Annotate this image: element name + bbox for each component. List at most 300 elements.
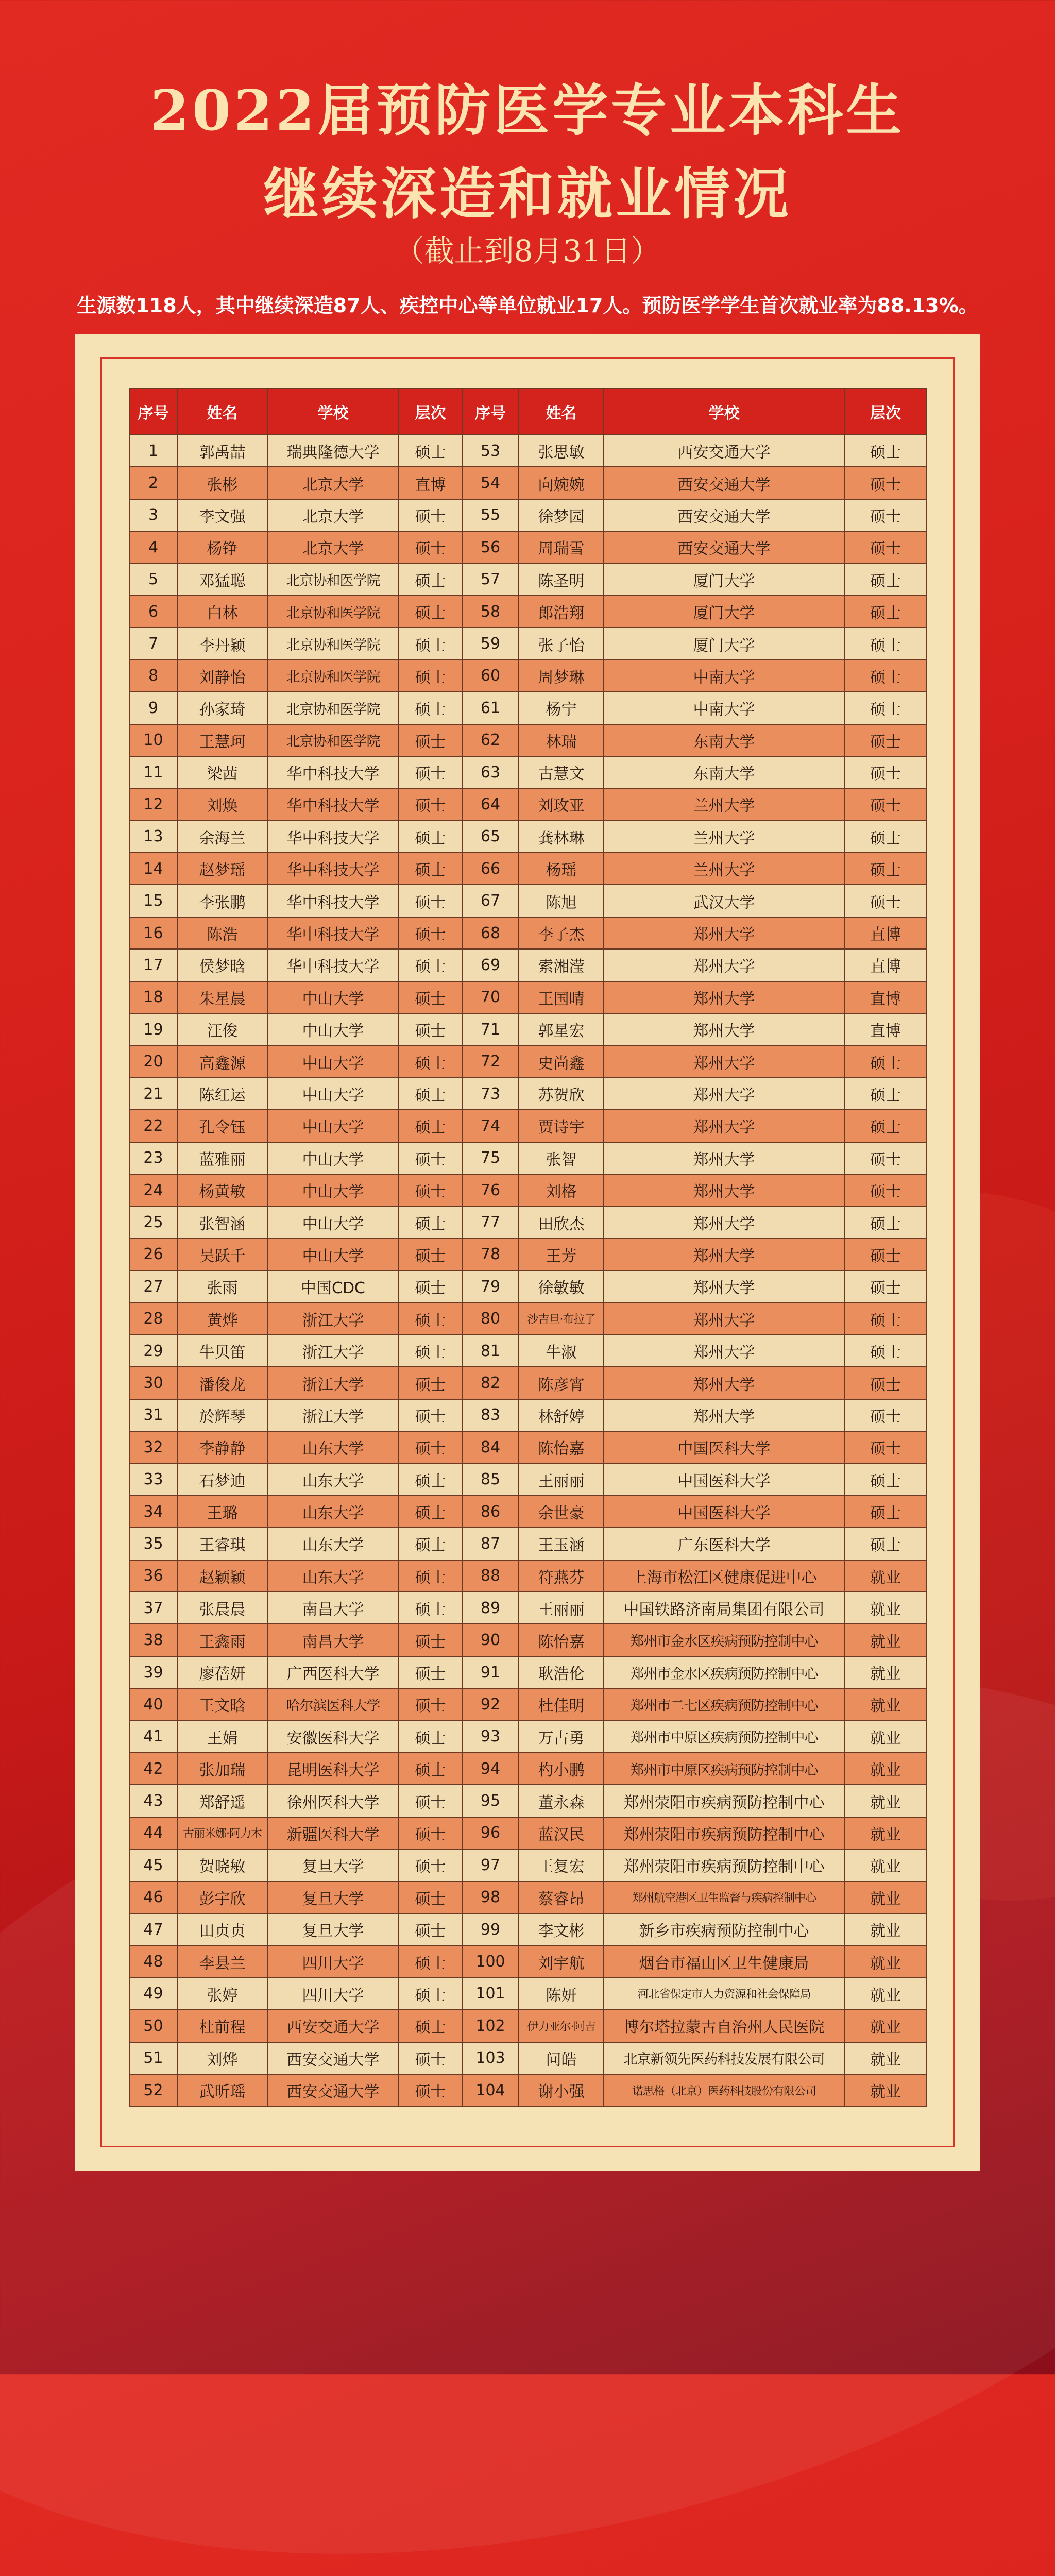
id-cell: 68 (462, 917, 519, 949)
id-cell: 67 (462, 885, 519, 917)
name-cell: 黄烨 (177, 1303, 267, 1335)
school-cell: 东南大学 (604, 724, 844, 756)
name-cell: 孔令钰 (177, 1110, 267, 1142)
id-cell: 60 (462, 660, 519, 692)
degree-cell: 硕士 (399, 2010, 462, 2042)
school-cell: 郑州大学 (604, 1045, 844, 1077)
table-row (129, 821, 927, 853)
name-cell: 李文彬 (519, 1913, 604, 1945)
degree-cell: 硕士 (844, 788, 927, 820)
degree-cell: 硕士 (399, 1785, 462, 1817)
header-cell: 姓名 (519, 388, 604, 435)
name-cell: 武昕瑶 (177, 2074, 267, 2106)
table-row (129, 1303, 927, 1335)
name-cell: 李县兰 (177, 1945, 267, 1977)
degree-cell: 就业 (844, 1849, 927, 1881)
school-cell: 广东医科大学 (604, 1528, 844, 1560)
name-cell: 赵颖颖 (177, 1560, 267, 1592)
school-cell: 兰州大学 (604, 788, 844, 820)
name-cell: 刘宇航 (519, 1945, 604, 1977)
degree-cell: 硕士 (399, 2042, 462, 2074)
degree-cell: 硕士 (399, 1721, 462, 1753)
name-cell: 林舒婷 (519, 1399, 604, 1431)
table-body (129, 435, 927, 2106)
school-cell: 中山大学 (267, 1013, 399, 1045)
school-cell: 郑州大学 (604, 1110, 844, 1142)
header-cell: 序号 (462, 388, 519, 435)
name-cell: 杜前程 (177, 2010, 267, 2042)
school-cell: 中山大学 (267, 1045, 399, 1077)
id-cell: 93 (462, 1721, 519, 1753)
id-cell: 37 (129, 1592, 177, 1624)
degree-cell: 硕士 (844, 1174, 927, 1206)
school-cell: 河北省保定市人力资源和社会保障局 (604, 1978, 844, 2010)
degree-cell: 直博 (844, 949, 927, 981)
degree-cell: 硕士 (844, 821, 927, 853)
school-cell: 山东大学 (267, 1528, 399, 1560)
name-cell: 陈红运 (177, 1078, 267, 1110)
table-row (129, 1078, 927, 1110)
id-cell: 24 (129, 1174, 177, 1206)
school-cell: 山东大学 (267, 1464, 399, 1496)
degree-cell: 硕士 (399, 724, 462, 756)
name-cell: 王睿琪 (177, 1528, 267, 1560)
school-cell: 郑州大学 (604, 1174, 844, 1206)
school-cell: 郑州大学 (604, 1013, 844, 1045)
degree-cell: 就业 (844, 1592, 927, 1624)
date-note: （截止到8月31日） (394, 233, 661, 268)
name-cell: 李子杰 (519, 917, 604, 949)
id-cell: 100 (462, 1945, 519, 1977)
id-cell: 81 (462, 1335, 519, 1367)
school-cell: 中山大学 (267, 1078, 399, 1110)
school-cell: 郑州大学 (604, 1367, 844, 1399)
table-row (129, 724, 927, 756)
degree-cell: 硕士 (399, 596, 462, 628)
name-cell: 郑舒遥 (177, 1785, 267, 1817)
degree-cell: 就业 (844, 2074, 927, 2106)
name-cell: 王丽丽 (519, 1464, 604, 1496)
id-cell: 39 (129, 1656, 177, 1688)
school-cell: 北京大学 (267, 499, 399, 531)
school-cell: 郑州大学 (604, 1270, 844, 1302)
header-cell: 层次 (399, 388, 462, 435)
name-cell: 陈圣明 (519, 564, 604, 596)
id-cell: 62 (462, 724, 519, 756)
school-cell: 郑州荥阳市疾病预防控制中心 (604, 1817, 844, 1849)
id-cell: 89 (462, 1592, 519, 1624)
degree-cell: 硕士 (844, 1142, 927, 1174)
degree-cell: 硕士 (844, 1399, 927, 1431)
name-cell: 问皓 (519, 2042, 604, 2074)
name-cell: 龚林琳 (519, 821, 604, 853)
name-cell: 刘玫亚 (519, 788, 604, 820)
id-cell: 18 (129, 981, 177, 1013)
table-row (129, 1913, 927, 1945)
header-cell: 学校 (604, 388, 844, 435)
id-cell: 46 (129, 1882, 177, 1913)
school-cell: 华中科技大学 (267, 885, 399, 917)
name-cell: 耿浩伦 (519, 1656, 604, 1688)
name-cell: 张子怡 (519, 628, 604, 659)
school-cell: 北京大学 (267, 531, 399, 563)
degree-cell: 硕士 (844, 1270, 927, 1302)
degree-cell: 硕士 (399, 788, 462, 820)
id-cell: 35 (129, 1528, 177, 1560)
school-cell: 中国铁路济南局集团有限公司 (604, 1592, 844, 1624)
id-cell: 34 (129, 1496, 177, 1528)
school-cell: 浙江大学 (267, 1399, 399, 1431)
degree-cell: 硕士 (399, 885, 462, 917)
id-cell: 85 (462, 1464, 519, 1496)
table-row (129, 1174, 927, 1206)
school-cell: 厦门大学 (604, 628, 844, 659)
name-cell: 汪俊 (177, 1013, 267, 1045)
degree-cell: 硕士 (399, 1592, 462, 1624)
name-cell: 张智涵 (177, 1206, 267, 1238)
table-row (129, 1817, 927, 1849)
school-cell: 郑州大学 (604, 1142, 844, 1174)
name-cell: 王娟 (177, 1721, 267, 1753)
degree-cell: 硕士 (844, 1206, 927, 1238)
header-cell: 姓名 (177, 388, 267, 435)
name-cell: 朱星晨 (177, 981, 267, 1013)
school-cell: 北京协和医学院 (267, 596, 399, 628)
id-cell: 7 (129, 628, 177, 659)
id-cell: 97 (462, 1849, 519, 1881)
id-cell: 2 (129, 467, 177, 499)
school-cell: 浙江大学 (267, 1303, 399, 1335)
name-cell: 蔡睿昂 (519, 1882, 604, 1913)
degree-cell: 硕士 (844, 724, 927, 756)
degree-cell: 就业 (844, 2042, 927, 2074)
table-row (129, 1560, 927, 1592)
school-cell: 厦门大学 (604, 564, 844, 596)
degree-cell: 硕士 (399, 499, 462, 531)
degree-cell: 硕士 (399, 1303, 462, 1335)
school-cell: 北京协和医学院 (267, 660, 399, 692)
name-cell: 徐敏敏 (519, 1270, 604, 1302)
name-cell: 刘焕 (177, 788, 267, 820)
name-cell: 王慧珂 (177, 724, 267, 756)
id-cell: 17 (129, 949, 177, 981)
name-cell: 蓝汉民 (519, 1817, 604, 1849)
id-cell: 23 (129, 1142, 177, 1174)
name-cell: 万占勇 (519, 1721, 604, 1753)
school-cell: 复旦大学 (267, 1913, 399, 1945)
name-cell: 王玉涵 (519, 1528, 604, 1560)
school-cell: 新乡市疾病预防控制中心 (604, 1913, 844, 1945)
degree-cell: 直博 (844, 981, 927, 1013)
degree-cell: 硕士 (399, 1688, 462, 1720)
id-cell: 19 (129, 1013, 177, 1045)
school-cell: 中国医科大学 (604, 1464, 844, 1496)
school-cell: 中山大学 (267, 981, 399, 1013)
page-title-line2: 继续深造和就业情况 (263, 162, 792, 227)
id-cell: 84 (462, 1431, 519, 1463)
name-cell: 王芳 (519, 1239, 604, 1270)
id-cell: 10 (129, 724, 177, 756)
table-row (129, 1464, 927, 1496)
id-cell: 26 (129, 1239, 177, 1270)
school-cell: 瑞典隆德大学 (267, 435, 399, 467)
school-cell: 中山大学 (267, 1142, 399, 1174)
degree-cell: 硕士 (399, 1945, 462, 1977)
id-cell: 30 (129, 1367, 177, 1399)
name-cell: 李张鹏 (177, 885, 267, 917)
degree-cell: 硕士 (399, 1270, 462, 1302)
id-cell: 91 (462, 1656, 519, 1688)
school-cell: 广西医科大学 (267, 1656, 399, 1688)
table-row (129, 1753, 927, 1785)
name-cell: 杨宁 (519, 692, 604, 724)
degree-cell: 硕士 (844, 853, 927, 885)
school-cell: 烟台市福山区卫生健康局 (604, 1945, 844, 1977)
id-cell: 98 (462, 1882, 519, 1913)
school-cell: 华中科技大学 (267, 788, 399, 820)
name-cell: 张思敏 (519, 435, 604, 467)
degree-cell: 就业 (844, 1753, 927, 1785)
degree-cell: 硕士 (399, 2074, 462, 2106)
id-cell: 104 (462, 2074, 519, 2106)
name-cell: 牛淑 (519, 1335, 604, 1367)
school-cell: 中南大学 (604, 692, 844, 724)
name-cell: 杨铮 (177, 531, 267, 563)
school-cell: 复旦大学 (267, 1849, 399, 1881)
degree-cell: 硕士 (844, 596, 927, 628)
id-cell: 32 (129, 1431, 177, 1463)
degree-cell: 硕士 (844, 628, 927, 659)
degree-cell: 直博 (399, 467, 462, 499)
school-cell: 郑州大学 (604, 949, 844, 981)
degree-cell: 硕士 (844, 756, 927, 788)
id-cell: 90 (462, 1624, 519, 1656)
school-cell: 南昌大学 (267, 1624, 399, 1656)
header-cell: 层次 (844, 388, 927, 435)
table-row (129, 2010, 927, 2042)
name-cell: 陈浩 (177, 917, 267, 949)
name-cell: 郭禹喆 (177, 435, 267, 467)
school-cell: 安徽医科大学 (267, 1721, 399, 1753)
id-cell: 50 (129, 2010, 177, 2042)
table-row (129, 981, 927, 1013)
table-row (129, 1688, 927, 1720)
name-cell: 刘烨 (177, 2042, 267, 2074)
degree-cell: 硕士 (399, 917, 462, 949)
name-cell: 陈怡嘉 (519, 1624, 604, 1656)
school-cell: 郑州市中原区疾病预防控制中心 (604, 1753, 844, 1785)
id-cell: 13 (129, 821, 177, 853)
id-cell: 51 (129, 2042, 177, 2074)
name-cell: 王丽丽 (519, 1592, 604, 1624)
degree-cell: 硕士 (399, 949, 462, 981)
name-cell: 杜佳明 (519, 1688, 604, 1720)
table-row (129, 1013, 927, 1045)
school-cell: 北京协和医学院 (267, 628, 399, 659)
id-cell: 79 (462, 1270, 519, 1302)
name-cell: 董永森 (519, 1785, 604, 1817)
name-cell: 林瑞 (519, 724, 604, 756)
degree-cell: 硕士 (844, 435, 927, 467)
school-cell: 北京大学 (267, 467, 399, 499)
graduates-table (129, 388, 927, 2107)
degree-cell: 就业 (844, 1688, 927, 1720)
name-cell: 郭星宏 (519, 1013, 604, 1045)
name-cell: 贾诗宇 (519, 1110, 604, 1142)
degree-cell: 硕士 (399, 756, 462, 788)
degree-cell: 硕士 (844, 1528, 927, 1560)
id-cell: 21 (129, 1078, 177, 1110)
name-cell: 张智 (519, 1142, 604, 1174)
degree-cell: 硕士 (399, 1753, 462, 1785)
table-row (129, 1110, 927, 1142)
degree-cell: 硕士 (399, 1431, 462, 1463)
id-cell: 31 (129, 1399, 177, 1431)
id-cell: 87 (462, 1528, 519, 1560)
id-cell: 53 (462, 435, 519, 467)
degree-cell: 硕士 (399, 1978, 462, 2010)
degree-cell: 硕士 (399, 853, 462, 885)
table-row (129, 435, 927, 467)
summary-text: 生源数118人，其中继续深造87人、疾控中心等单位就业17人。预防医学学生首次就业率为88.13%。 (77, 294, 978, 317)
school-cell: 昆明医科大学 (267, 1753, 399, 1785)
degree-cell: 硕士 (844, 1045, 927, 1077)
name-cell: 田贞贞 (177, 1913, 267, 1945)
name-cell: 周瑞雪 (519, 531, 604, 563)
degree-cell: 硕士 (844, 885, 927, 917)
degree-cell: 硕士 (399, 1913, 462, 1945)
school-cell: 四川大学 (267, 1978, 399, 2010)
id-cell: 83 (462, 1399, 519, 1431)
school-cell: 郑州市二七区疾病预防控制中心 (604, 1688, 844, 1720)
table-row (129, 1849, 927, 1881)
id-cell: 1 (129, 435, 177, 467)
school-cell: 山东大学 (267, 1496, 399, 1528)
name-cell: 赵梦瑶 (177, 853, 267, 885)
school-cell: 郑州大学 (604, 1206, 844, 1238)
degree-cell: 硕士 (399, 1656, 462, 1688)
id-cell: 101 (462, 1978, 519, 2010)
degree-cell: 硕士 (844, 692, 927, 724)
school-cell: 华中科技大学 (267, 756, 399, 788)
degree-cell: 硕士 (399, 1045, 462, 1077)
table-row (129, 853, 927, 885)
degree-cell: 硕士 (844, 1496, 927, 1528)
degree-cell: 就业 (844, 1656, 927, 1688)
degree-cell: 硕士 (399, 531, 462, 563)
table-row (129, 660, 927, 692)
name-cell: 廖蓓妍 (177, 1656, 267, 1688)
school-cell: 山东大学 (267, 1560, 399, 1592)
school-cell: 郑州大学 (604, 1399, 844, 1431)
school-cell: 兰州大学 (604, 821, 844, 853)
name-cell: 梁茜 (177, 756, 267, 788)
name-cell: 陈旭 (519, 885, 604, 917)
id-cell: 54 (462, 467, 519, 499)
degree-cell: 硕士 (399, 1817, 462, 1849)
table-row (129, 564, 927, 596)
table-row (129, 2042, 927, 2074)
table-row (129, 1206, 927, 1238)
table-row (129, 1239, 927, 1270)
id-cell: 73 (462, 1078, 519, 1110)
table-row (129, 1496, 927, 1528)
name-cell: 刘静怡 (177, 660, 267, 692)
name-cell: 高鑫源 (177, 1045, 267, 1077)
name-cell: 李丹颖 (177, 628, 267, 659)
degree-cell: 硕士 (844, 1078, 927, 1110)
id-cell: 69 (462, 949, 519, 981)
id-cell: 16 (129, 917, 177, 949)
school-cell: 西安交通大学 (267, 2042, 399, 2074)
table-row (129, 1270, 927, 1302)
degree-cell: 硕士 (399, 1335, 462, 1367)
degree-cell: 就业 (844, 1945, 927, 1977)
name-cell: 白林 (177, 596, 267, 628)
table-row (129, 949, 927, 981)
name-cell: 王国晴 (519, 981, 604, 1013)
id-cell: 15 (129, 885, 177, 917)
school-cell: 郑州荥阳市疾病预防控制中心 (604, 1785, 844, 1817)
school-cell: 华中科技大学 (267, 821, 399, 853)
degree-cell: 就业 (844, 1817, 927, 1849)
id-cell: 14 (129, 853, 177, 885)
name-cell: 史尚鑫 (519, 1045, 604, 1077)
id-cell: 96 (462, 1817, 519, 1849)
degree-cell: 硕士 (844, 1239, 927, 1270)
degree-cell: 硕士 (399, 981, 462, 1013)
name-cell: 王鑫雨 (177, 1624, 267, 1656)
school-cell: 华中科技大学 (267, 853, 399, 885)
school-cell: 西安交通大学 (604, 499, 844, 531)
degree-cell: 硕士 (399, 1496, 462, 1528)
id-cell: 71 (462, 1013, 519, 1045)
name-cell: 彭宇欣 (177, 1882, 267, 1913)
table-row (129, 596, 927, 628)
degree-cell: 硕士 (399, 1239, 462, 1270)
id-cell: 55 (462, 499, 519, 531)
table-row (129, 1624, 927, 1656)
table-row (129, 1399, 927, 1431)
id-cell: 103 (462, 2042, 519, 2074)
id-cell: 78 (462, 1239, 519, 1270)
degree-cell: 硕士 (844, 1303, 927, 1335)
table-row (129, 1721, 927, 1753)
degree-cell: 硕士 (399, 1849, 462, 1881)
school-cell: 北京协和医学院 (267, 564, 399, 596)
id-cell: 8 (129, 660, 177, 692)
school-cell: 中山大学 (267, 1174, 399, 1206)
name-cell: 谢小强 (519, 2074, 604, 2106)
id-cell: 36 (129, 1560, 177, 1592)
name-cell: 郎浩翔 (519, 596, 604, 628)
school-cell: 郑州大学 (604, 1303, 844, 1335)
school-cell: 诺思格（北京）医药科技股份有限公司 (604, 2074, 844, 2106)
table-row (129, 1592, 927, 1624)
id-cell: 47 (129, 1913, 177, 1945)
degree-cell: 就业 (844, 2010, 927, 2042)
school-cell: 西安交通大学 (267, 2074, 399, 2106)
school-cell: 郑州大学 (604, 1335, 844, 1367)
id-cell: 3 (129, 499, 177, 531)
id-cell: 74 (462, 1110, 519, 1142)
degree-cell: 硕士 (399, 1110, 462, 1142)
school-cell: 徐州医科大学 (267, 1785, 399, 1817)
name-cell: 张加瑞 (177, 1753, 267, 1785)
school-cell: 中山大学 (267, 1239, 399, 1270)
school-cell: 东南大学 (604, 756, 844, 788)
id-cell: 76 (462, 1174, 519, 1206)
